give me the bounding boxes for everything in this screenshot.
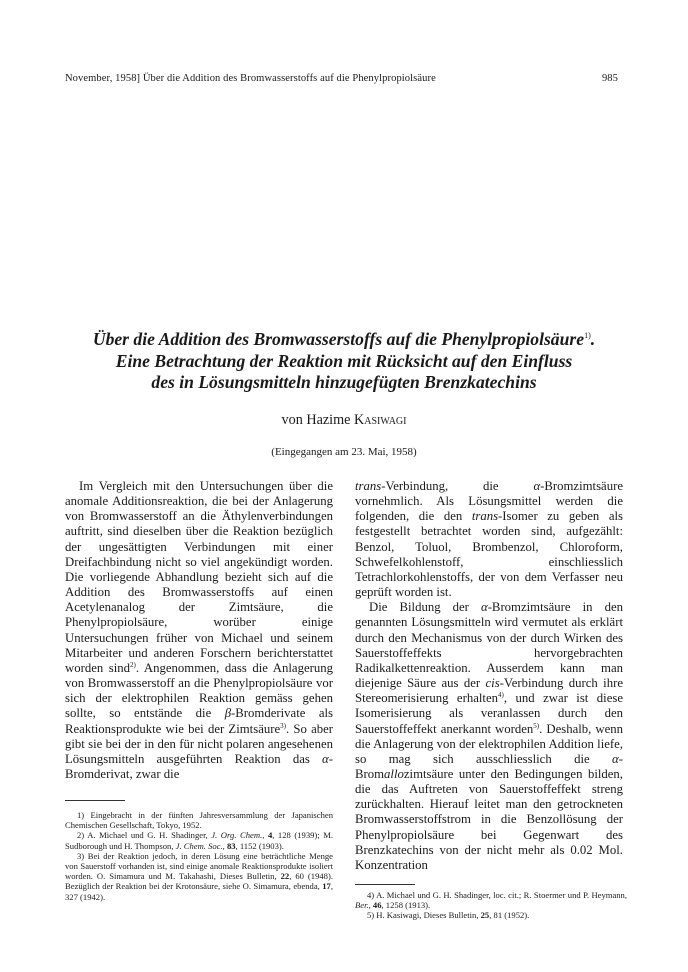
italic-run: Ber. [355, 900, 369, 911]
italic-run: α [533, 479, 541, 493]
title-line-1 [40, 329, 648, 351]
footnote-rule-left [65, 800, 125, 801]
text-run: . Deshalb, wenn die Anlagerung von der elektrophilen Addition liefe, so mag sich ausschliesslich die [355, 721, 623, 766]
title-line-2: Eine Betrachtung der Reaktion mit Rücksicht auf den Einfluss [115, 350, 573, 371]
text-run: 3) Bei der Reaktion jedoch, in deren Lösung eine beträchtliche Menge von Sauerstoff vorhanden ist, sind einige anomale Reaktionsprodukte isoliert worden. O. Simamura und M. Takahashi, Dieses Bulletin, [65, 850, 333, 882]
text-run: -Bromderivate als Reaktionsprodukte wie bei der Zimtsäure [65, 706, 334, 736]
text-run: , 128 (1939); M. Sudborough und H. Thompson, [65, 830, 334, 851]
right-column [355, 479, 623, 873]
right-paragraph-1 [355, 479, 623, 600]
footnote-2 [65, 830, 333, 850]
article-title [40, 329, 648, 394]
footnote-rule-right [355, 884, 415, 885]
right-paragraph-2 [355, 600, 623, 873]
running-header [65, 73, 618, 89]
footnote-ref: 2) [130, 660, 136, 669]
italic-run: α [612, 751, 619, 766]
bold-volume: 22 [280, 871, 290, 882]
italic-run: cis [485, 676, 500, 691]
title-footnote-ref: 1) [584, 331, 591, 341]
text-run: , 60 (1948). Bezüglich der Reaktion bei der Krotonsäure, siehe O. Simamura, ebenda, [65, 871, 333, 892]
footnote-ref: 3) [280, 721, 286, 730]
text-run: -Bromzimtsäure in den genannten Lösungsmitteln wird vermutet als erklärt durch den Mechanismus von der durch Wirken des Sauerstoffeffekts hervorgebrachten Radikalkettenreaktion. Ausserdem kann man diejenige Säure aus der [355, 600, 623, 691]
author-prefix: von Hazime [281, 412, 351, 428]
text-run: 1) Eingebracht in der fünften Jahresversammlung der Japanischen Chemischen Gesellschaft, Tokyo, 1952. [65, 810, 333, 831]
footnotes-left [65, 810, 333, 902]
author-line [0, 412, 688, 429]
text-run: , 81 (1952). [489, 910, 530, 921]
text-run: . Angenommen, dass die Anlagerung von Bromwasserstoff an die Phenylpropiolsäure vor sich der elektrophilen Reaktion gemäss gehen sollte, so entstände die [65, 660, 333, 721]
italic-run: J. Org. Chem. [211, 830, 263, 841]
footnote-ref: 5) [533, 721, 540, 730]
author-surname: Kasiwagi [354, 412, 407, 428]
footnote-5 [355, 910, 627, 920]
text-run: -Bromzimtsäure vornehmlich. Als Lösungsmittel werden die folgenden, die den [355, 479, 623, 524]
italic-run: allo [384, 766, 404, 781]
bold-volume: 83 [226, 840, 236, 851]
left-column [65, 479, 333, 782]
text-run: . So aber gibt sie bei der in den für nicht polaren angesehenen Lösungsmitteln ausgeführten Reaktion das [65, 721, 334, 766]
italic-run: trans [471, 509, 499, 524]
page-number: 985 [601, 73, 618, 84]
italic-run: β [224, 706, 232, 721]
text-run: -Isomer zu geben als festgestellt betrachtet worden sind, aufgezählt: Benzol, Toluol, Brombenzol, Chloroform, Schwefelkohlenstoff, einschliesslich Tetrachlorkohlenstoffs, der von dem Verfasser neu geprüft worden ist. [355, 509, 624, 600]
text-run: , [262, 830, 268, 841]
text-run: , 1152 (1903). [235, 840, 284, 851]
bold-volume: 46 [372, 900, 382, 911]
left-paragraph-1 [65, 479, 333, 782]
bold-volume: 4 [267, 830, 273, 841]
bold-volume: 25 [480, 910, 490, 921]
text-run: -Brom [355, 751, 623, 781]
text-run: zimtsäure unter den Bedingungen bilden, die das Auftreten von Sauerstoffeffekt streng zurückhalten. Hierauf leitet man den getrockneten Bromwasserstoffstrom in die Benzollösung der Phenylpropiolsäure bei Gegenwart des Brenzkatechins von der nicht mehr als 0.02 Mol. Konzentration [355, 766, 623, 872]
italic-run: trans [355, 479, 382, 493]
footnote-1 [65, 810, 333, 830]
text-run: 5) H. Kasiwagi, Dieses Bulletin, [367, 910, 481, 921]
text-run: Im Vergleich mit den Untersuchungen über die anomale Additionsreaktion, die bei der Anlagerung von Bromwasserstoff an die Äthylenverbindungen auftritt, sind dieselben über die Reaktion bezüglich der ungesättigten Verbindungen mit einer Dreifachbindung nicht so viel angekündigt worden. Die vorliegende Abhandlung bezieht sich auf die Addition des Bromwasserstoffs auf einen Acetylenanalog der Zimtsäure, die Phenylpropiolsäure, worüber einige Untersuchungen früher von Michael und seinem Mitarbeiter und anderen Forschern berichterstattet worden sind [65, 479, 333, 675]
text-run: Die Bildung der [369, 600, 481, 615]
footnote-3 [65, 851, 333, 902]
footnotes-right [355, 890, 627, 921]
text-run: , 1258 (1913). [381, 900, 431, 911]
text-run: , 327 (1942). [65, 881, 333, 902]
footnote-ref: 4) [498, 690, 504, 699]
bold-volume: 17 [322, 881, 331, 892]
text-run: , [368, 900, 373, 911]
text-run: -Verbindung, die [381, 479, 534, 493]
text-run: 2) A. Michael und G. H. Shadinger, [77, 830, 212, 841]
text-run: -Verbindung durch ihre Stereomerisierung erhalten [355, 676, 623, 706]
title-line-1-end: . [590, 329, 596, 349]
italic-run: α [480, 600, 488, 615]
footnote-4 [355, 890, 627, 910]
italic-run: α [322, 751, 329, 766]
italic-run: J. Chem. Soc. [175, 840, 223, 851]
text-run: -Bromderivat, zwar die [65, 751, 333, 781]
title-line-1-text: Über die Addition des Bromwasserstoffs auf die Phenylpropiolsäure [92, 329, 585, 349]
title-line-3: des in Lösungsmitteln hinzugefügten Brenzkatechins [151, 372, 537, 392]
text-run: 4) A. Michael und G. H. Shadinger, loc. cit.; R. Stoermer und P. Heymann, [367, 890, 627, 900]
received-date: (Eingegangen am 23. Mai, 1958) [271, 446, 417, 458]
text-run: , [222, 840, 227, 851]
text-run: , und zwar ist diese Isomerisierung als veranlassen durch den Sauerstoffeffekt anerkannt worden [355, 691, 624, 736]
running-header-title: November, 1958] Über die Addition des Bromwasserstoffs auf die Phenylpropiolsäure [65, 73, 436, 84]
